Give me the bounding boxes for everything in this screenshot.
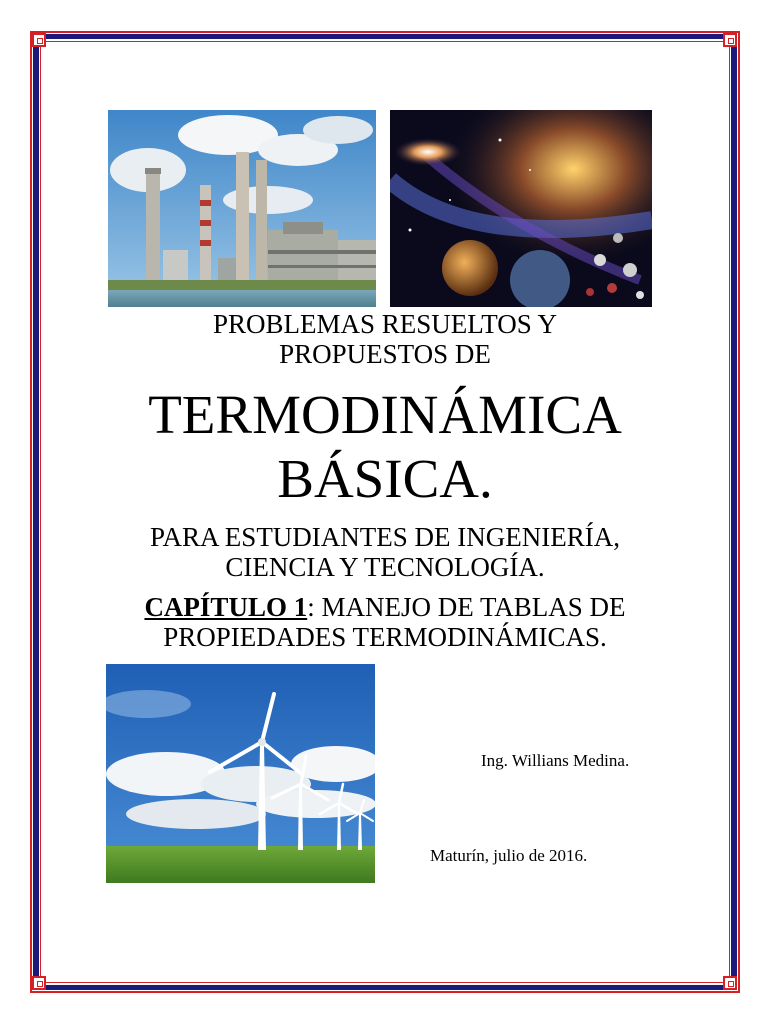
power-plant-photo (108, 110, 376, 307)
chapter-heading (60, 592, 710, 652)
subtitle-line-2: PROPUESTOS DE (279, 339, 491, 370)
chapter-line-1 (60, 592, 710, 622)
audience-line-1: PARA ESTUDIANTES DE INGENIERÍA, (150, 522, 620, 552)
corner-ornament-bottom-left (32, 976, 46, 990)
cosmos-photo (390, 110, 652, 307)
main-title-line-2: BÁSICA. (277, 448, 493, 510)
main-title (60, 383, 710, 512)
corner-ornament-top-right (723, 33, 737, 47)
corner-ornament-bottom-right (723, 976, 737, 990)
author-name: Ing. Willians Medina. (481, 751, 630, 770)
subtitle (60, 309, 710, 369)
place-and-date: Maturín, julio de 2016. (430, 846, 588, 865)
chapter-line-2: PROPIEDADES TERMODINÁMICAS. (163, 622, 607, 653)
chapter-text-1: : MANEJO DE TABLAS DE (307, 592, 626, 622)
subtitle-line-1: PROBLEMAS RESUELTOS Y (212, 309, 558, 339)
main-title-line-1: TERMODINÁMICA (148, 384, 622, 445)
chapter-label: CAPÍTULO 1 (144, 592, 308, 622)
wind-turbines-photo (106, 664, 375, 883)
corner-ornament-top-left (32, 33, 46, 47)
audience-text (60, 522, 710, 582)
audience-line-2: CIENCIA Y TECNOLOGÍA. (225, 552, 545, 583)
